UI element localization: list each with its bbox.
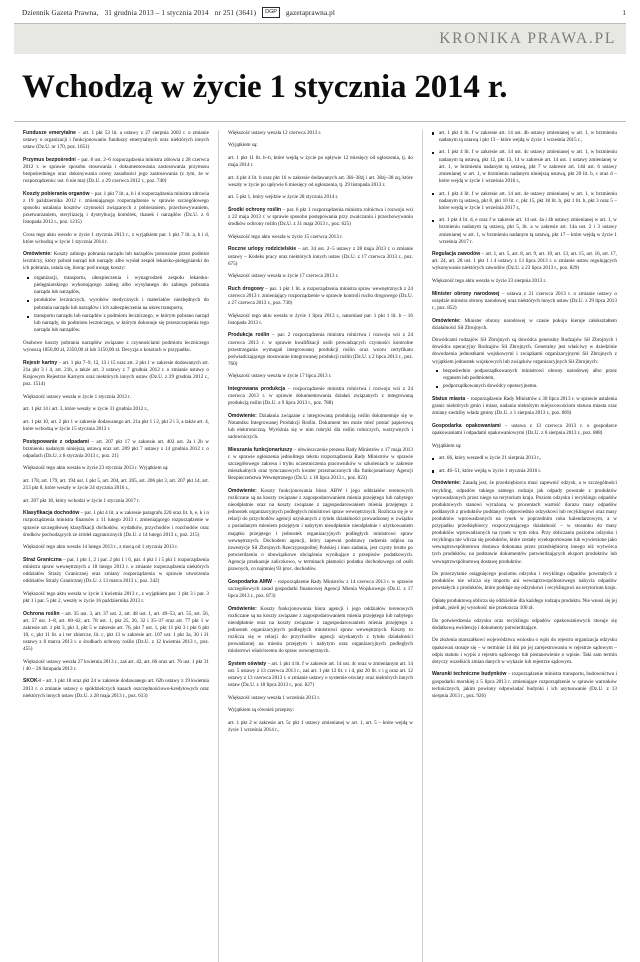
list-item: produktów leczniczych, wyrobów medycznych i materiałów niezbędnych do pobrania narządu lub narządów i ich zabezpieczenia na okres transportu,	[30, 297, 209, 311]
article-block	[228, 606, 413, 656]
article-block	[228, 286, 413, 307]
act-label: Gospodarka opakowaniami	[431, 422, 501, 429]
article-paragraph	[23, 157, 209, 185]
act-text: Wyjątkiem są również przepisy:	[227, 707, 295, 714]
act-text: Większość ustawy weszła w życie 17 lipca 2013 r.	[227, 373, 332, 380]
article-block	[432, 318, 617, 332]
article-paragraph	[23, 232, 209, 246]
act-text: art. 178, art. 179, art. 194 ust. 1 pkt 5, art. 204, art. 205, art. 206 pkt 3, art. 207 pkt 14, art. 213 pkt 8, które weszły w życie 24 stycznia 2016 r.,	[23, 478, 209, 492]
article-paragraph	[432, 337, 617, 365]
act-text: – art. 1 pkt 4 lit. f w zakresie art. 14 ust. 4c oraz w zmienianym art. 14 ust. 5 ustawy z 13 czerwca 2013 r., zaś art. 1 pkt 12 lit. c i d, pkt 20 lit. c i g oraz art. 12 ustawy z 13 czerwca 2013 r. o zmianie ustawy o systemie oświaty oraz niektórych innych ustaw (Dz.U. z 18 lipca 2013 r., poz. 827)	[227, 660, 413, 689]
article-block	[432, 443, 617, 450]
article-block	[432, 217, 617, 245]
article-block	[432, 149, 617, 185]
article-block	[228, 488, 413, 573]
article-paragraph	[23, 498, 209, 505]
article-block	[432, 598, 617, 612]
act-text: – par. 1 pkt 4 lit. a w zakresie paragrafu 220 oraz lit. b, e, k i n rozporządzenia ministra finansów z 11 lutego 2013 r. zmieniającego rozporządzenie w sprawie szczegółowej klasyfikacji dochodów, wydatków, przychodów i rozchodów oraz środków pochodzących ze źródeł zagranicznych (Dz.U. z 14 lutego 2013 r., poz. 215)	[23, 510, 209, 538]
article-block	[432, 278, 617, 285]
article-paragraph	[23, 394, 209, 401]
act-text: Koszty funkcjonowania biura agencji i jego oddziałów terenowych rozliczane są na koszty związane z zagospodarowaniem mienia przejętego lub nabytego nieodpłatnie oraz na koszty związane z zagospodarowaniem mienia przejętego z jednostek organizacyjnych podległych ministrowi spraw wewnętrznych. Koszty to rozlicza się w relacji do przychodów agencji uzyskanych z tytułu działalności prowadzonej na mieniu przejętym i nabytym oraz organizacyjnych podległych ministrowi właściwemu do spraw wewnętrznych.	[227, 605, 413, 655]
article-paragraph	[228, 447, 413, 483]
article-block	[228, 142, 413, 149]
act-text: art. 207 pkt 18, który wchodzi w życie 1 stycznia 2017 r.	[23, 497, 140, 504]
article-block	[432, 480, 617, 565]
act-text: Wyjątkiem są:	[227, 142, 258, 149]
website-url: gazetaprawna.pl	[285, 8, 335, 17]
article-paragraph	[228, 413, 413, 441]
article-paragraph	[23, 251, 209, 272]
article-paragraph	[432, 318, 617, 332]
act-text: – par. 2 rozporządzenia ministra rolnictwa i rozwoju wsi z 24 czerwca 2013 r. w sprawie kwalifikacji osób prowadzących czynności kontrolne przestrzegania wymagań integrowanej produkcji roślin oraz wzoru certyfikatu poświadczającego stosowanie integrowanej produkcji roślin (Dz.U. z 2 lipca 2013 r., poz. 760)	[227, 332, 413, 367]
article-paragraph	[228, 175, 413, 189]
article-block	[228, 707, 413, 714]
act-text: art. 5 pkt 1, który wejdzie w życie 28 stycznia 2014 r.	[227, 194, 339, 201]
article-block	[23, 659, 209, 673]
act-text: Większość ustawy weszła 12 czerwca 2013 r.	[227, 129, 322, 136]
act-text: Większość ustawy weszła 1 września 2013 r.	[227, 694, 321, 701]
act-text: – art. 34 ust. 2–5 ustawy z 28 maja 2013 r. o zmianie ustawy – Kodeks pracy oraz niektórych innych ustaw (Dz.U. z 17 czerwca 2013 r., poz. 675)	[227, 246, 413, 267]
act-label: Środki ochrony roślin	[227, 207, 282, 213]
article-block	[23, 251, 209, 334]
act-text: Osobowe koszty pobrania narządów związane z czynnościami podmiotu leczniczego wynoszą 1850,00 zł, 2350,00 zł lub 3150,00 zł. Decyzja o kosztach w przypadku.	[23, 339, 209, 354]
article-paragraph	[228, 313, 413, 327]
article-block	[432, 618, 617, 632]
article-block	[23, 360, 209, 388]
act-label: System oświaty	[227, 660, 267, 667]
article-block	[23, 439, 209, 460]
article-paragraph	[432, 443, 617, 450]
act-text: art. 1 pkt 14 i art. 3, które weszły w życie 31 grudnia 2012 r.,	[23, 406, 149, 413]
act-label: Fundusze emerytalne	[23, 129, 76, 136]
act-text: – rozporządzenie Rady Ministrów z 14 czerwca 2013 r. w sprawie szczegółowych zasad gospodarki finansowej Agencji Mienia Wojskowego (Dz.U. z 17 lipca 2013 r., poz. 873)	[227, 578, 413, 599]
act-label: Klasyfikacja dochodów	[23, 510, 80, 517]
act-text: art. 1 pkt 4 lit. f w zakresie art. 14 ust. 4c ustawy zmienianej w art. 1, w brzmieniu nadanym tą ustawą, pkt 12, pkt 13, 14 w zakresie art. 14 ust. 1 ustawy zmienianej w art. 1, w brzmieniu nadanym tą ustawą, pkt 7 w zakresie art. 14d ust. 6 ustawy zmienianej w art. 1, w brzmieniu nadanym niniejszą ustawą, pkt 20 lit. b, c oraz d – które wejdą w życie 1 września 2016 r.,	[438, 149, 617, 184]
article-paragraph	[23, 406, 209, 413]
article-block	[228, 155, 413, 169]
article-paragraph	[228, 695, 413, 702]
article-block	[23, 498, 209, 505]
article-block	[23, 406, 209, 413]
article-paragraph	[432, 191, 617, 212]
article-block	[228, 661, 413, 689]
article-block	[432, 191, 617, 212]
article-paragraph	[23, 340, 209, 354]
article-paragraph	[228, 606, 413, 656]
article-paragraph	[23, 510, 209, 538]
act-text: Wyjątkiem są:	[431, 442, 462, 449]
article-block	[432, 396, 617, 417]
article-block	[23, 510, 209, 538]
act-text: art. 1 pkt 4 lit. f w zakresie art. 14 ust. 4b ustawy zmienianej w art. 1, w brzmieniu nadanym tą ustawą i pkt 13 – które wejdą w życie 1 września 2015 r.,	[438, 129, 617, 143]
act-text: Koszty funkcjonowania biura ABW i jego oddziałów terenowych rozliczane są na koszty związane z zagospodarowaniem mienia przejętego lub nabytego nieodpłatnie oraz na koszty związane z zagospodarowaniem mienia przejętego z jednostek organizacyjnych podległych ministrowi spraw wewnętrznych. Rozlicza się je w relacji do przychodów agencji uzyskanych z tytułu działalności prowadzonej w związku z posiadanym mieniem przejętym i nabytym nieodpłatnie nieodpłatnie i użytkowaniem majątku przejętego i jednostek organizacyjnych podległych ministrowi spraw wewnętrznych. Dochodem agencji, który zapewni podstawy radzenia odpisu na inwestycje Sił Zbrojnych Rzeczypospolitej Polskiej i inne zadania, jest czysty brutto po potwierdzeniu o obowiązkowe obciążenia wynikające z przepisów podatkowych. Agencja przekazuje zaliczkowo, w terminach płatności podatku dochodowego od osób prawnych, co najmniej 93 proc. dochodów.	[227, 487, 413, 573]
act-text: Zasadą jest, że przedsiębiorca musi zapewnić odzysk, a w szczególności recykling, odpadów takiego samego rodzaju jak odpady powstałe z produktów wprowadzonych przez niego na terytorium kraju. Poziom odzysku i recyklingu odpadów produktowych stanowi wyrażoną w procentach wartość ilorazu masy odpadów poddanych z produktów poddanych odpowiednio odzyskowi lub recyklingowi oraz masy produktów wprowadzonych na rynek w poprzednim roku kalendarzowym, a w przypadku przedsiębiorcy rozpoczynającego działalność – w stosunku do masy produktów wprowadzonych na rynek w tym roku. Przy obliczaniu poziomu odzysku i recyklingu nie wlicza się produktów, które zostały wyeksportowane lub wywiezione jako wewnątrzwspólnotowa dostawa dokonana przez przedsiębiorcę innego niż wytwórca tych produktów, na podstawie dokumentów potwierdzających eksport produktów lub wewnątrzwspólnotową dostawę produktów.	[431, 480, 617, 565]
act-label: Omówienie:	[227, 412, 257, 419]
article-block	[23, 678, 209, 699]
article-paragraph	[432, 217, 617, 245]
article-paragraph	[23, 611, 209, 654]
article-paragraph	[23, 360, 209, 388]
act-text: Większość ustawy weszła w życie 17 czerwca 2013 r.	[227, 273, 339, 280]
act-text: art. 66, który weszedł w życie 21 sierpnia 2013 r.,	[438, 455, 542, 462]
act-text: Większość tego aktu weszła w życie 23 sierpnia 2013 r.	[431, 278, 547, 285]
act-text: – obwieszczenie prezesa Rady Ministrów z 17 maja 2013 r. w sprawie ogłoszenia jednolitego tekstu rozporządzenia Rady Ministrów w sprawie szczegółowego zakresu i trybu uczestniczenia pracowników w szkoleniach w zakresie mieszkalnych oraz tymczasowych kwater przeznaczonych dla funkcjonariuszy Agencji Bezpieczeństwa Wewnętrznego (Dz.U. z 18 lipca 2013 r., poz. 823)	[227, 446, 413, 482]
article-paragraph	[228, 386, 413, 407]
act-text: art. 1 pkt 10, art. 2 pkt 1 w zakresie dodawanego art. 21a pkt 1 i 2, pkt 2 i 3, a także art. 4, które wchodzą w życie 15 stycznia 2013 r.	[23, 418, 209, 432]
article-block	[23, 544, 209, 551]
article-paragraph	[228, 273, 413, 280]
article-paragraph	[432, 671, 617, 699]
article-paragraph	[23, 130, 209, 151]
article-paragraph	[432, 396, 617, 417]
article-paragraph	[432, 423, 617, 437]
article-paragraph	[432, 455, 617, 462]
act-text: – art. 207 pkt 17 w zakresie art. 402 ust. 2a i 2b w brzmieniu nadanym niniejszą ustawą oraz art. 209 pkt 7 ustawy z 14 grudnia 2012 r. o odpadach (Dz.U. z 8 stycznia 2013 r., poz. 21)	[23, 438, 209, 459]
divider-headline	[14, 121, 626, 122]
act-text: Cross tego aktu weszło w życie 1 stycznia 2013 r., z wyjątkiem par. 1 pkt 7 lit. a, b i d, które wchodzą w życie 1 stycznia 2014 r.	[23, 231, 209, 245]
act-label: Minister obrony narodowej	[431, 290, 500, 297]
act-label: Ruch drogowy	[227, 285, 264, 292]
article-block	[432, 468, 617, 475]
article-paragraph	[23, 439, 209, 460]
act-text: – art. 1 pkt 53 lit. a ustawy z 27 sierpnia 2003 r. o zmianie ustawy o organizacji i funkcjonowaniu funduszy emerytalnych oraz niektórych innych ustaw (Dz.U. nr 170, poz. 1651)	[23, 129, 209, 150]
publication-name: Dziennik Gazeta Prawna,	[22, 8, 99, 17]
article-paragraph	[23, 659, 209, 673]
act-text: Większość tego aktu weszła w życie 23 stycznia 2013 r. Wyjątkiem są:	[23, 465, 169, 472]
article-block	[228, 579, 413, 600]
article-block	[23, 394, 209, 401]
act-text: Minister obrony narodowej w czasie pokoju kieruje całokształtem działalności Sił Zbrojnych.	[431, 317, 617, 331]
article-block	[432, 671, 617, 699]
article-paragraph	[432, 637, 617, 665]
article-paragraph	[23, 591, 209, 605]
article-column-3	[422, 130, 626, 962]
act-label: SKOK-i	[23, 678, 41, 685]
article-column-2	[218, 130, 422, 962]
article-paragraph	[432, 291, 617, 312]
article-paragraph	[23, 544, 209, 551]
article-paragraph	[432, 468, 617, 475]
act-text: Działania związane z integrowaną produkcją roślin dokumentuje się w Notatniku Integrowanej Produkcji Roślin. Dokument ten może mieć postać papierową lub elektroniczną. Wyróżnia się w nim rubryki dla roślin rolniczych, warzywnych i sadowniczych.	[227, 412, 413, 441]
act-text: Większość ustawy weszła 27 kwietnia 2013 r., zaś art. 42, art. 66 oraz art. 76 ust. 1 pkt 31 i 40 – 26 listopada 2013 r.	[23, 658, 209, 672]
act-text: Większość tego aktu weszła w życie 1 lipca 2013 r., natomiast par. 1 pkt 1 lit. b – 16 listopada 2013 r.	[227, 312, 413, 326]
act-text: Większość tego aktu weszła w życie 15 czerwca 2013 r.	[227, 233, 343, 240]
article-paragraph	[432, 480, 617, 565]
act-text: art. 46–51, które wejdą w życie 1 stycznia 2016 r.	[438, 467, 542, 474]
page-number: 1	[622, 8, 626, 17]
act-text: Do przeczytanie osiągnięcego poziomu odzysku i recyklingu odpadów powstałych z produktów nie wlicza się importu ani wewnątrzwspólnotowego nabycia odpadów powstałych z produktów, które poddaje się odzyskowi i recyklingowi na terytorium kraju.	[431, 571, 617, 592]
act-text: – rozporządzenie Rady Ministrów z 30 lipca 2013 r. w sprawie ustalenia granic niektórych gmin i miast, nadania niektórym miejscowościom statusu miasta oraz zmiany siedziby władz gminy (Dz.U. z 1 sierpnia 2013 r., poz. 869)	[431, 396, 617, 417]
act-text: art. 1 pkt 4 lit. d, e oraz f w zakresie art. 14 ust. 4a i 4b ustawy zmienianej w art. 1, w brzmieniu nadanym tą ustawą, pkt 5, lit. a w zakresie art. 14a ust. 2 i 3 ustawy zmienianej w art. 1, w brzmieniu nadanym tą ustawą, pkt 17 – które wejdą w życie 1 września 2017 r.	[438, 217, 617, 245]
act-label: Przymus bezpośredni	[23, 156, 76, 163]
article-block	[228, 175, 413, 189]
act-label: Ochrona roślin	[23, 610, 60, 617]
article-paragraph	[228, 234, 413, 241]
act-text: Koszty zabiegu pobrania narządu lub narządów ponoszone przez podmiot leczniczy, który pobrał narząd lub narządy albo wysłał zespół lekarsko-pielęgniarski do ich pobrania, ustala się, biorąc pod uwagę koszty:	[23, 251, 209, 272]
article-block	[228, 234, 413, 241]
article-paragraph	[23, 478, 209, 492]
section-brand-title: KRONIKA PRAWA.PL	[439, 30, 616, 48]
act-text: – par. 6 pkt 1 rozporządzenia ministra rolnictwa i rozwoju wsi z 22 maja 2013 r. w sprawie sposobu postępowania przy zwalczaniu i przechowywaniu środków ochrony roślin (Dz.U. z 31 maja 2013 r., poz. 625)	[227, 207, 413, 228]
article-block	[23, 611, 209, 654]
act-label: Integrowana produkcja	[227, 386, 286, 393]
article-column-1	[14, 130, 218, 962]
article-block	[228, 332, 413, 368]
article-block	[23, 232, 209, 246]
act-label: Koszty pobierania organów	[23, 190, 90, 197]
article-paragraph	[432, 571, 617, 592]
act-text: – par. 1 pkt 1 lit. a rozporządzenia ministra spraw wewnętrznych z 24 czerwca 2013 r. zmieniający rozporządzenie w sprawie kontroli ruchu drogowego (Dz.U. z 27 czerwca 2013 r., poz. 730)	[227, 285, 413, 307]
article-paragraph	[432, 130, 617, 144]
section-masthead	[14, 24, 626, 54]
article-paragraph	[228, 207, 413, 228]
act-text: Opłatę produktową oblicza się oddzielnie dla każdego rodzaju produktu. Nie wnosi się jej jednak, jeżeli jej wysokość nie przekracza 100 zł.	[431, 598, 617, 612]
article-block	[23, 191, 209, 227]
list-item: podporządkowanych dowódcy operacyjnemu.	[439, 383, 617, 390]
act-label: Straż Graniczna	[23, 556, 62, 563]
article-paragraph	[228, 155, 413, 169]
article-block	[23, 465, 209, 472]
act-text: Większość tego aktu weszła w życie 1 kwietnia 2013 r., z wyjątkiem par. 1 pkt 3 i par. 3 pkt 1 i par. 5 pkt 2, weszły w życie 16 października 2013 r.	[23, 590, 209, 604]
article-block	[228, 130, 413, 137]
act-text: – art. 1 pkt 18 oraz pkt 24 w zakresie dodawanego art. 62b ustawy z 19 kwietnia 2013 r. o zmianie ustawy o spółdzielczych kasach oszczędnościowo-kredytowych oraz niektórych innych ustaw (Dz.U. z 28 maja 2013 r., poz. 613)	[23, 678, 209, 699]
article-block	[432, 637, 617, 665]
act-text: Dowódcami rodzajów Sił Zbrojnych są dowódca generalny Rodzajów Sił Zbrojnych i dowódca operacyjny Rodzajów Sił Zbrojnych. Generalny jest właściwy w dziedzinie dowodzenia jednostkami wojskowymi i związkami organizacyjnymi Sił Zbrojnych z wyjątkiem jednostek wojskowych lub związków organizacyjnych Sił Zbrojnych:	[431, 337, 617, 365]
article-paragraph	[228, 488, 413, 573]
article-block	[432, 251, 617, 272]
article-block	[228, 313, 413, 327]
article-block	[228, 273, 413, 280]
article-block	[228, 386, 413, 407]
headline-container	[14, 54, 626, 115]
article-block	[228, 695, 413, 702]
article-paragraph	[432, 251, 617, 272]
article-paragraph	[432, 149, 617, 185]
article-paragraph	[228, 130, 413, 137]
article-block	[228, 720, 413, 734]
act-text: – par. 1 pkt 1, 2 i par. 2 pkt 1 i 6, par. 4 pkt 1 i 5 pkt 1 rozporządzenia ministra spraw wewnętrznych z 18 lutego 2013 r. o zmianie rozporządzenia niektórych oddziałów Straży Granicznej oraz zmiany rozporządzenia w sprawie utworzenia oddziałów Straży Granicznej (Dz.U. z 13 marca 2013 r., poz. 342)	[23, 556, 209, 585]
act-text: Do potwierdzenia odzysku oraz recyklingu odpadów opakowaniowych stosuje się dodatkową ewidencję i dokumenty potwierdzające.	[431, 617, 617, 631]
article-block	[228, 194, 413, 201]
act-text: – art. 1, art. 5, art. 8, art. 9, art. 10, art. 13, art. 15, art. 16, art. 17, art. 24, art. 28 ust. 1 pkt 1 i 4 ustawy z 13 lipca 2013 r. o zmianie ustaw regulujących wykonywanie niektórych zawodów (Dz.U. z 23 lipca 2013 r., poz. 829)	[431, 251, 617, 272]
article-block	[228, 246, 413, 267]
act-label: Produkcja roślin	[227, 332, 270, 339]
act-text: – ustawa z 13 czerwca 2013 r. o gospodarce opakowaniami i odpadami opakowaniowymi (Dz.U. z 6 sierpnia 2013 r., poz. 888)	[431, 422, 617, 436]
article-paragraph	[228, 373, 413, 380]
act-text: Do złożenia marszałkowi województwa wniosku o wpis do rejestru organizacja odzysku opakowań stosuje się – w terminie 14 dni po jej zarejestrowaniu w rejestrze sądowym – odpis statutu i wypis z rejestru sądowego lub postanowienie o wpisie. Taki sam termin dotyczy wszelkich zmian danych w wykazie lub rejestrze sądowym.	[431, 637, 617, 665]
article-block	[432, 130, 617, 144]
act-label: Gospodarka AMW	[227, 578, 272, 585]
act-text: art. 1 pkt 4 lit. f w zakresie art. 14 ust. 4e ustawy zmienianej w art. 1, w brzmieniu nadanym tą ustawą, pkt 8, pkt 10 lit. c, pkt 15, pkt 18 lit. b, pkt 1 lit. b, pkt 3 oraz 5 – które wejdą w życie 1 września 2017 r.,	[438, 190, 617, 211]
article-paragraph	[432, 598, 617, 612]
act-text: – par. 8 ust. 2–6 rozporządzenia ministra zdrowia z 28 czerwca 2012 r. w sprawie sposobu stosowania i dokumentowania zastosowania przymusu bezpośredniego oraz dokonywania oceny zasadności jego zastosowania (z tym, że w rozporządzeniu: ust. 6 nie ma) (Dz.U. z 29 czerwca 2012 r., poz. 740)	[23, 156, 209, 184]
article-paragraph	[228, 286, 413, 307]
article-paragraph	[228, 246, 413, 267]
article-paragraph	[432, 278, 617, 285]
act-label: Postępowanie z odpadami	[23, 438, 89, 445]
act-text: – rozporządzenie ministra transportu, budownictwa i gospodarki morskiej z 5 lipca 2013 r. zmieniające rozporządzenie w sprawie warunków technicznych, jakim powinny odpowiadać budynki i ich usytuowanie (Dz.U. z 13 sierpnia 2013 r., poz. 926)	[431, 671, 617, 699]
article-paragraph	[23, 557, 209, 585]
article-block	[432, 571, 617, 592]
article-block	[228, 207, 413, 228]
article-paragraph	[23, 678, 209, 699]
issue-number: nr 251 (3641)	[214, 8, 257, 17]
act-label: Status miasta	[431, 396, 466, 403]
act-label: Warunki techniczne budynków	[431, 671, 507, 678]
article-block	[23, 478, 209, 492]
article-paragraph	[228, 194, 413, 201]
article-paragraph	[228, 707, 413, 714]
act-label: Rejestr kartny	[23, 359, 58, 366]
article-paragraph	[23, 191, 209, 227]
act-text: art. 4 pkt 4 lit. b oraz pkt 16 w zakresie dodawanych art. 38i–38zj i art. 38zj–38 zq, które weszły w życie po upływie 6 miesięcy od ogłoszenia, tj. 29 listopada 2013 r.	[227, 174, 413, 188]
list-item: bezpośrednio podporządkowanych ministrowi obrony narodowej albo przez organem lub podmiotem,	[439, 368, 617, 382]
article-block	[432, 291, 617, 312]
act-text: – ustawa z 21 czerwca 2013 r. o zmianie ustawy o urzędzie ministra obrony narodowej oraz niektórych innych ustaw (Dz.U. z 29 lipca 2013 r., poz. 852)	[431, 290, 617, 311]
article-paragraph	[228, 579, 413, 600]
article-block	[432, 423, 617, 437]
article-block	[432, 337, 617, 390]
act-label: Omówienie:	[227, 487, 257, 494]
act-text: – rozporządzenie ministra rolnictwa i rozwoju wsi z 24 czerwca 2013 r. w sprawie dokumentowania działań związanych z integrowaną produkcją roślin (Dz.U. z 9 lipca 2013 r., poz. 788)	[227, 386, 413, 407]
act-label: Omówienie:	[227, 605, 257, 612]
act-text: art. 1 pkt 11 lit. b–h, które wejdą w życie po upływie 12 miesięcy od ogłoszenia, tj. do maja 2014 r.	[227, 154, 413, 169]
article-block	[228, 447, 413, 483]
page-topbar	[0, 0, 640, 23]
article-columns	[14, 130, 626, 962]
act-label: Omówienie:	[431, 317, 461, 324]
list-item: transportu narządu lub narządów z podmiotu leczniczego, w którym pobrano narząd lub narządy, do podmiotu leczniczego, w którym dokonuje się przeszczepienia tego narządu lub narządów.	[30, 313, 209, 334]
article-paragraph	[23, 465, 209, 472]
article-bullet-list	[432, 368, 617, 391]
article-paragraph	[23, 419, 209, 433]
act-text: – art. 1 pkt 7–9, 12, 13 i 15 oraz art. 2 pkt 1 w zakresie dodawanych art. 21a pkt 3 i 4, art. 21b, a także art. 3 ustawy z 7 grudnia 2012 r. o zmianie ustawy o Krajowym Rejestrze Karnym oraz niektórych innych ustaw (Dz.U. z 29 grudnia 2012 r., poz. 1514)	[23, 359, 209, 388]
list-item: organizacji, transportu, ubezpieczenia i wynagrodzeń zespołu lekarsko-pielęgniarskiego wykonującego zabieg albo wysyłanego do zabiegu pobrania narządu lub narządów,	[30, 275, 209, 296]
act-label: Omówienie:	[23, 251, 52, 258]
article-block	[228, 373, 413, 380]
act-label: Mieszania funkcjonariuszy	[227, 446, 293, 453]
act-label: Roczne urlopy rodzicielskie	[227, 246, 297, 253]
act-label: Omówienie:	[431, 480, 461, 487]
act-text: – par. 1 pkt 7 lit. a, b i d rozporządzenia ministra zdrowia z 19 października 2012 r. zmieniającego rozporządzenie w sprawie szczegółowego sposobu ustalania kosztów czynności związanych z pobieraniem, przechowywaniem, przetwarzaniem, sterylizacją i dystrybucją komórek, tkanek i narządów (Dz.U. z 6 listopada 2012 r., poz. 1215)	[23, 190, 209, 225]
act-text: Większość tego aktu weszła 14 lutego 2013 r., z mocą od 1 stycznia 2013 r.	[23, 544, 178, 551]
article-paragraph	[228, 142, 413, 149]
article-block	[23, 340, 209, 354]
article-bullet-list	[23, 275, 209, 335]
article-block	[228, 413, 413, 441]
article-block	[23, 557, 209, 585]
article-paragraph	[228, 332, 413, 368]
act-text: Większość ustawy weszła w życie 1 stycznia 2013 r.	[23, 393, 131, 400]
act-text: – art. 35 ust. 3, art. 37 ust. 2, art. 48 ust. 1, art. 49–53, art. 55, art. 56, art. 57 ust. 1–8, art. 60–62, art. 78 ust. 1, pkt 25, 26, 32 i 35–37 oraz art. 77 pkt 1 w zakresie art. 1 pkt 3, pkt 3, pkt 5 w zakresie art. 76, pkt 7 ust. 1, pkt 11 pkt 3 i pkt 6 pkt 10, c, pkt 11 lit. a i ter zbiorcze, lit. c, pkt 13 w zakresie art. 107 ust. 1 pkt 3a, 30 i 31 ustawy z 8 marca 2013 r. o środkach ochrony roślin (Dz.U. z 12 kwietnia 2013 r., poz. 455)	[23, 610, 209, 653]
article-block	[432, 455, 617, 462]
article-paragraph	[228, 720, 413, 734]
page-title: Wchodzą w życie 1 stycznia 2014 r.	[22, 69, 508, 106]
dgp-logo-badge: DGP	[262, 7, 280, 18]
article-block	[23, 157, 209, 185]
issue-date: 31 grudnia 2013 – 1 stycznia 2014	[104, 8, 209, 17]
article-block	[23, 130, 209, 151]
act-label: Regulacja zawodów	[431, 251, 481, 258]
article-paragraph	[228, 661, 413, 689]
article-paragraph	[432, 618, 617, 632]
article-block	[23, 591, 209, 605]
act-text: art. 1 pkt 2 w zakresie art. 5c pkt 1 ustawy zmienianej w art. 1, art. 5 – które wejdą w życie 1 września 2014 r.,	[227, 719, 413, 734]
article-block	[23, 419, 209, 433]
